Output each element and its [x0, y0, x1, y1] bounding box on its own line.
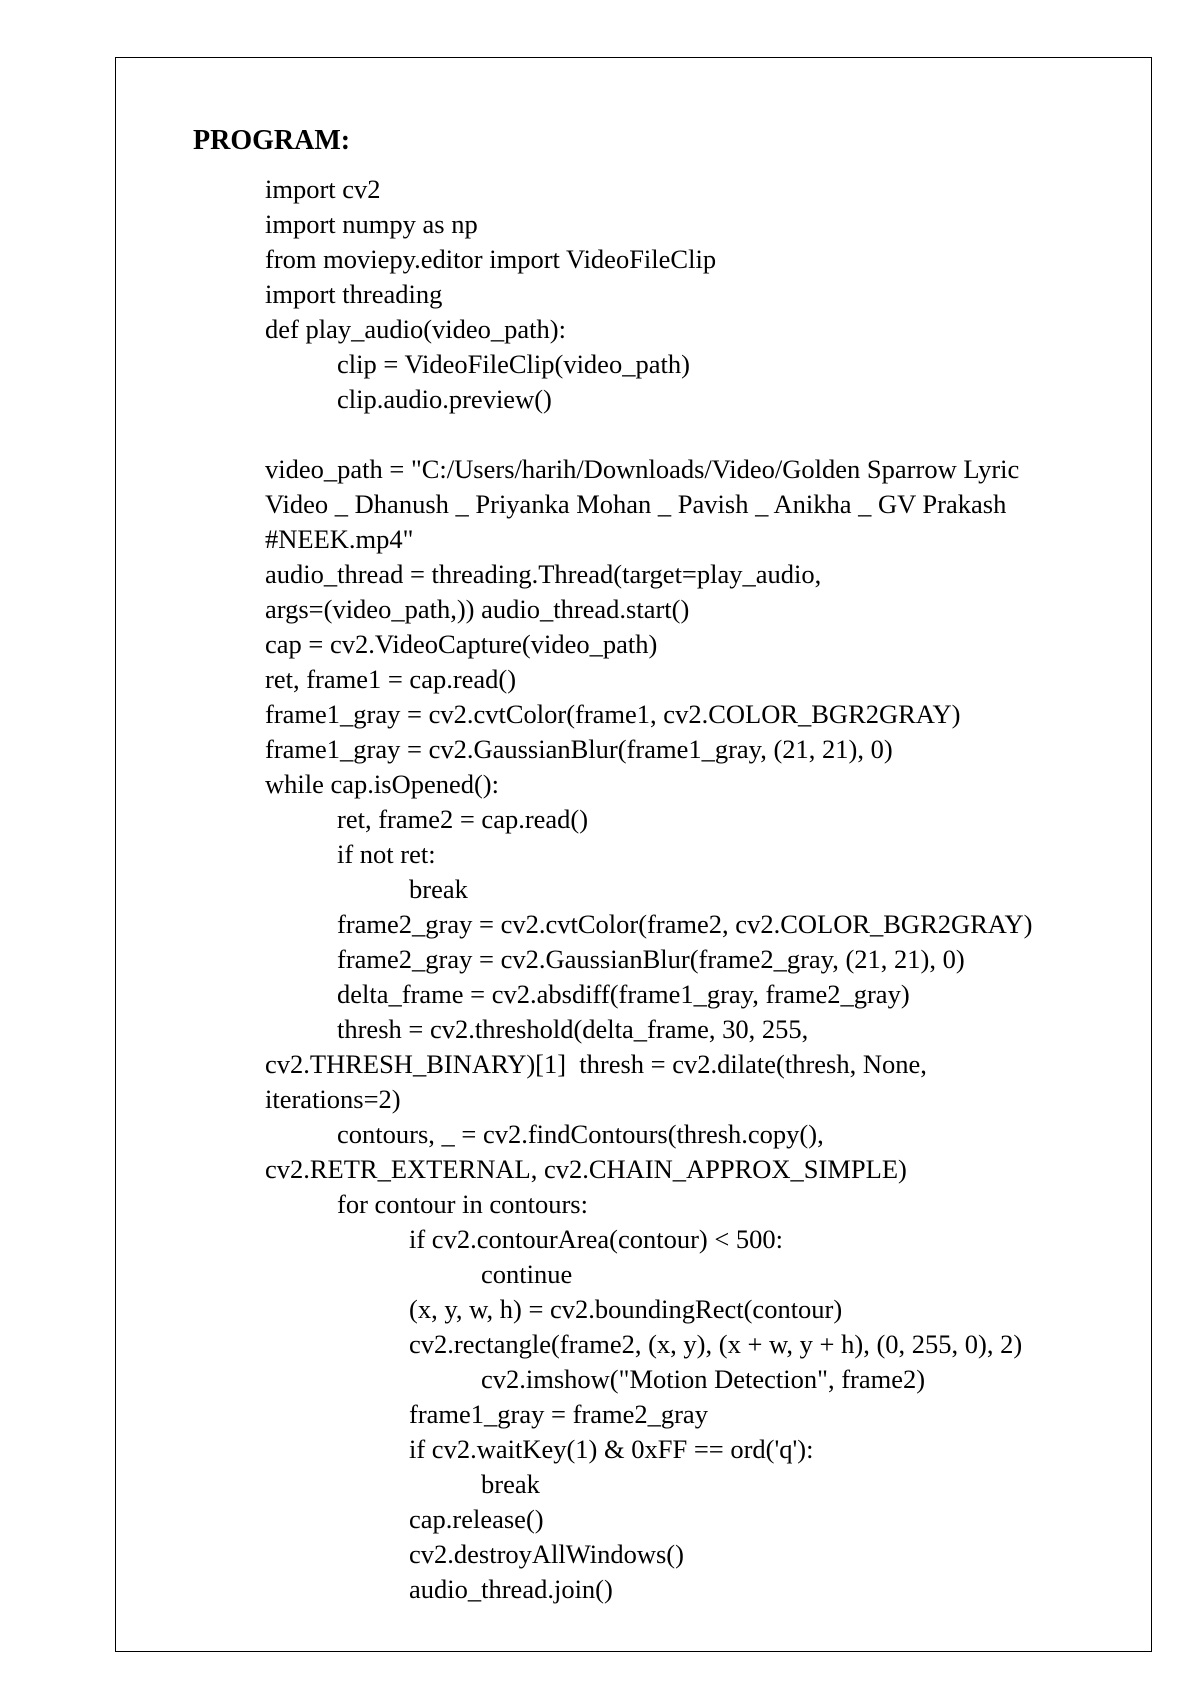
code-line: #NEEK.mp4"	[265, 524, 414, 554]
code-line: if cv2.contourArea(contour) < 500:	[409, 1224, 784, 1254]
code-line: while cap.isOpened():	[265, 769, 499, 799]
code-line: if not ret:	[337, 839, 436, 869]
code-line: cv2.RETR_EXTERNAL, cv2.CHAIN_APPROX_SIMPLE)	[265, 1154, 907, 1184]
code-line: frame1_gray = frame2_gray	[409, 1399, 708, 1429]
code-line: def play_audio(video_path):	[265, 314, 566, 344]
code-line: from moviepy.editor import VideoFileClip	[265, 244, 717, 274]
code-line: cv2.rectangle(frame2, (x, y), (x + w, y + h), (0, 255, 0), 2)	[409, 1329, 1023, 1359]
code-line: import threading	[265, 279, 443, 309]
code-line: iterations=2)	[265, 1084, 401, 1114]
code-line: frame1_gray = cv2.GaussianBlur(frame1_gray, (21, 21), 0)	[265, 734, 893, 764]
code-line: import numpy as np	[265, 209, 478, 239]
code-line: video_path = "C:/Users/harih/Downloads/Video/Golden Sparrow Lyric	[265, 454, 1020, 484]
code-line: Video _ Dhanush _ Priyanka Mohan _ Pavish _ Anikha _ GV Prakash	[265, 489, 1007, 519]
code-line: cv2.THRESH_BINARY)[1] thresh = cv2.dilate(thresh, None,	[265, 1049, 927, 1079]
code-line: (x, y, w, h) = cv2.boundingRect(contour)	[409, 1294, 843, 1324]
code-line: contours, _ = cv2.findContours(thresh.copy(),	[337, 1119, 824, 1149]
code-line: cap.release()	[409, 1504, 544, 1534]
code-line: delta_frame = cv2.absdiff(frame1_gray, frame2_gray)	[337, 979, 910, 1009]
code-line: break	[409, 874, 468, 904]
code-line: clip = VideoFileClip(video_path)	[337, 349, 690, 379]
code-line: frame1_gray = cv2.cvtColor(frame1, cv2.COLOR_BGR2GRAY)	[265, 699, 961, 729]
code-line: thresh = cv2.threshold(delta_frame, 30, 255,	[337, 1014, 809, 1044]
code-line: cv2.imshow("Motion Detection", frame2)	[481, 1364, 926, 1394]
code-line: continue	[481, 1259, 573, 1289]
code-line: ret, frame1 = cap.read()	[265, 664, 517, 694]
code-line: import cv2	[265, 174, 381, 204]
code-line: cap = cv2.VideoCapture(video_path)	[265, 629, 658, 659]
code-line: ret, frame2 = cap.read()	[337, 804, 589, 834]
code-line: break	[481, 1469, 540, 1499]
code-line: audio_thread.join()	[409, 1574, 613, 1604]
program-heading: PROGRAM:	[193, 125, 351, 156]
code-line: args=(video_path,)) audio_thread.start()	[265, 594, 690, 624]
code-line: clip.audio.preview()	[337, 384, 552, 414]
code-line: cv2.destroyAllWindows()	[409, 1539, 684, 1569]
code-line: frame2_gray = cv2.GaussianBlur(frame2_gray, (21, 21), 0)	[337, 944, 965, 974]
code-line: if cv2.waitKey(1) & 0xFF == ord('q'):	[409, 1434, 814, 1464]
code-line: audio_thread = threading.Thread(target=play_audio,	[265, 559, 822, 589]
code-line: for contour in contours:	[337, 1189, 588, 1219]
code-line: frame2_gray = cv2.cvtColor(frame2, cv2.COLOR_BGR2GRAY)	[337, 909, 1033, 939]
